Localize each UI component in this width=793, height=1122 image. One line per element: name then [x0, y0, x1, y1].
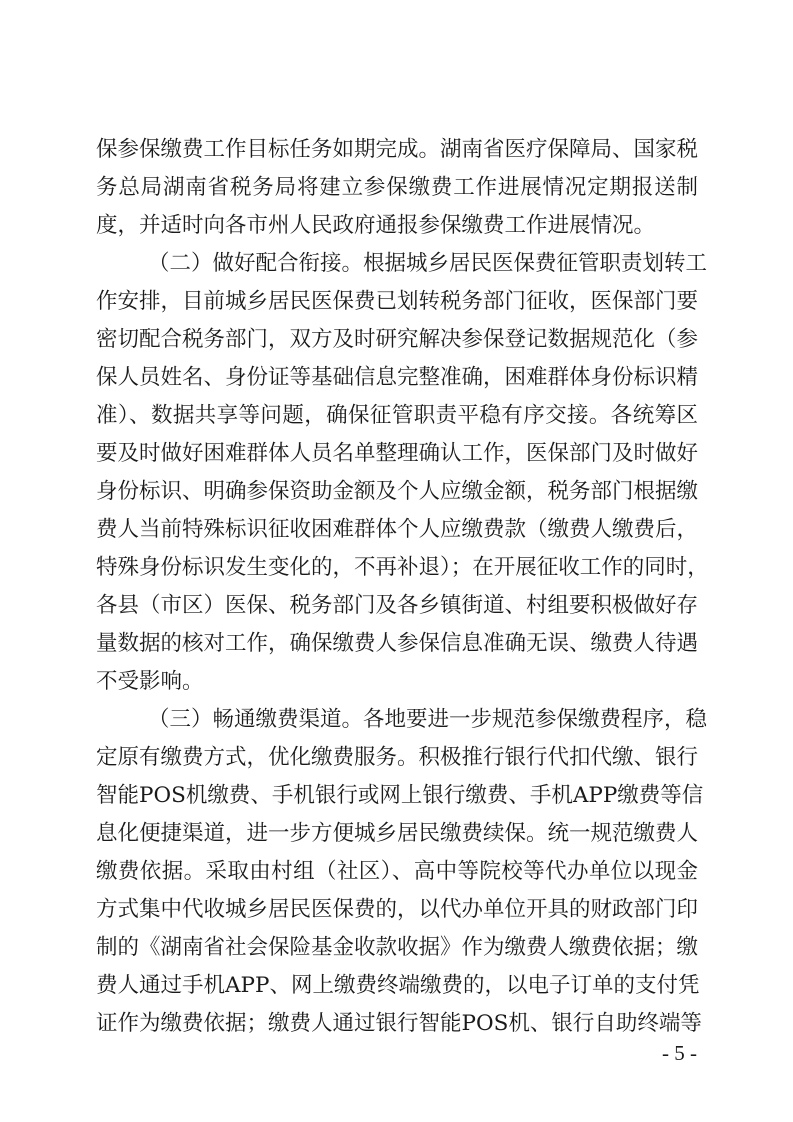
text-line: 保人员姓名、身份证等基础信息完整准确，困难群体身份标识精	[96, 365, 699, 390]
text-line: 量数据的核对工作，确保缴费人参保信息准确无误、缴费人待遇	[96, 631, 699, 656]
text-line: 保参保缴费工作目标任务如期完成。湖南省医疗保障局、国家税	[96, 137, 699, 162]
text-line: 作安排，目前城乡居民医保费已划转税务部门征收，医保部门要	[96, 289, 699, 314]
text-line: 准）、数据共享等问题，确保征管职责平稳有序交接。各统筹区	[96, 403, 698, 428]
text-line: 定原有缴费方式，优化缴费服务。积极推行银行代扣代缴、银行	[96, 745, 699, 770]
text-line: 智能POS机缴费、手机银行或网上银行缴费、手机APP缴费等信	[96, 783, 704, 808]
text-line: 不受影响。	[96, 669, 204, 694]
text-line: 各县（市区）医保、税务部门及各乡镇街道、村组要积极做好存	[96, 593, 699, 618]
text-line: 证作为缴费依据；缴费人通过银行智能POS机、银行自助终端等	[96, 1011, 702, 1036]
text-line: 费人当前特殊标识征收困难群体个人应缴费款（缴费人缴费后，	[96, 517, 699, 542]
text-line: 方式集中代收城乡居民医保费的，以代办单位开具的财政部门印	[96, 897, 699, 922]
section-heading-line: （三）畅通缴费渠道。各地要进一步规范参保缴费程序，稳	[148, 707, 708, 732]
text-line: 制的《湖南省社会保险基金收款收据》作为缴费人缴费依据；缴	[96, 935, 699, 960]
text-line: 身份标识、明确参保资助金额及个人应缴金额，税务部门根据缴	[96, 479, 699, 504]
text-line: 费人通过手机APP、网上缴费终端缴费的，以电子订单的支付凭	[96, 973, 700, 998]
text-line: 特殊身份标识发生变化的，不再补退）；在开展征收工作的同时，	[96, 555, 709, 580]
text-line: 缴费依据。采取由村组（社区）、高中等院校等代办单位以现金	[96, 859, 698, 884]
text-line: 务总局湖南省税务局将建立参保缴费工作进展情况定期报送制	[96, 175, 698, 200]
text-line: 密切配合税务部门，双方及时研究解决参保登记数据规范化（参	[96, 327, 699, 352]
text-line: 度，并适时向各市州人民政府通报参保缴费工作进展情况。	[96, 213, 656, 238]
section-heading-line: （二）做好配合衔接。根据城乡居民医保费征管职责划转工	[148, 251, 708, 276]
text-line: 要及时做好困难群体人员名单整理确认工作，医保部门及时做好	[96, 441, 699, 466]
text-line: 息化便捷渠道，进一步方便城乡居民缴费续保。统一规范缴费人	[96, 821, 699, 846]
page-number: - 5 -	[662, 1041, 697, 1065]
